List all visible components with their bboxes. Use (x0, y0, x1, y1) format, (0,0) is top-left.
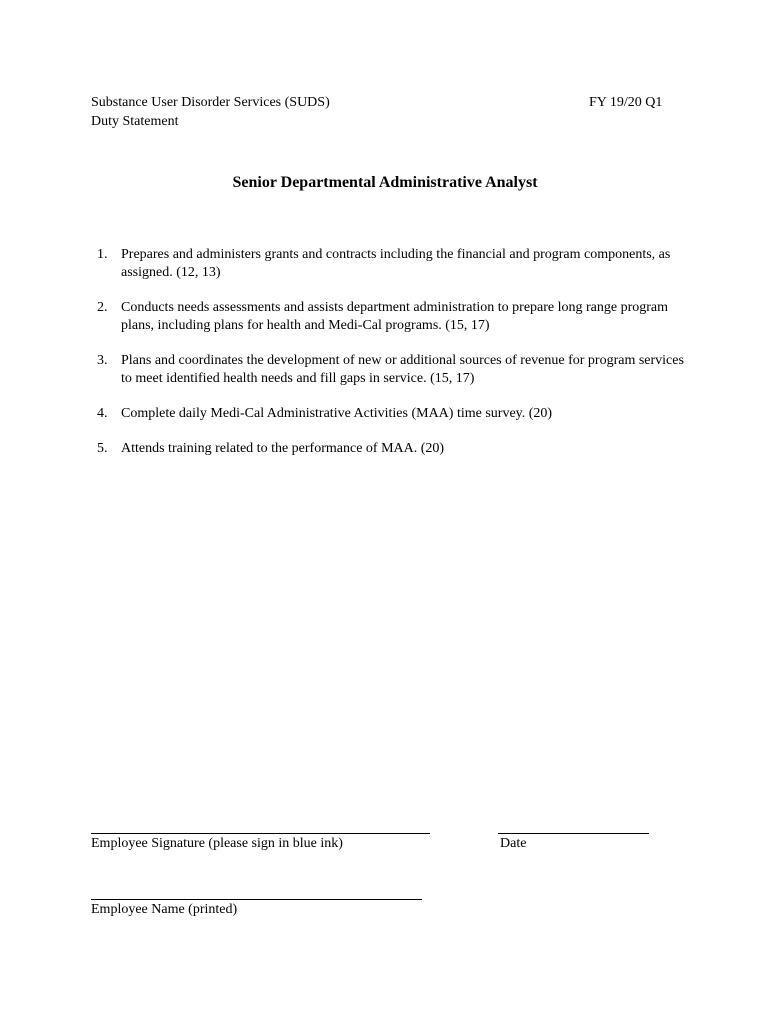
duty-item (91, 352, 691, 388)
duty-text: Attends training related to the performance of MAA. (20) (121, 441, 445, 456)
date-label: Date (500, 836, 527, 851)
signature-label: Employee Signature (please sign in blue ink) (91, 836, 343, 851)
org-line: Substance User Disorder Services (SUDS) (91, 95, 330, 110)
duty-item (91, 299, 691, 335)
duty-text: Conducts needs assessments and assists department administration to prepare long range program plans, including plans for health and Medi-Cal programs. (15, 17) (121, 300, 669, 333)
duty-number: 1. (97, 247, 108, 262)
name-line[interactable] (91, 899, 422, 900)
duty-number: 5. (97, 441, 108, 456)
fiscal-period: FY 19/20 Q1 (589, 95, 663, 110)
header-left (91, 93, 330, 131)
page-title: Senior Departmental Administrative Analyst (232, 174, 538, 191)
date-line[interactable] (498, 833, 649, 834)
duty-item (91, 405, 691, 423)
duty-number: 4. (97, 406, 108, 421)
duty-item (91, 246, 691, 282)
duty-text: Prepares and administers grants and contracts including the financial and program components, as assigned. (12, 13) (121, 247, 671, 280)
duty-text: Plans and coordinates the development of new or additional sources of revenue for program services to meet identified health needs and fill gaps in service. (15, 17) (121, 353, 684, 386)
name-label: Employee Name (printed) (91, 902, 238, 917)
duty-list (91, 246, 691, 475)
duty-item (91, 440, 691, 458)
duty-text: Complete daily Medi-Cal Administrative Activities (MAA) time survey. (20) (121, 406, 553, 421)
signature-line[interactable] (91, 833, 430, 834)
duty-number: 3. (97, 353, 108, 368)
duty-number: 2. (97, 300, 108, 315)
document-type: Duty Statement (91, 114, 179, 129)
